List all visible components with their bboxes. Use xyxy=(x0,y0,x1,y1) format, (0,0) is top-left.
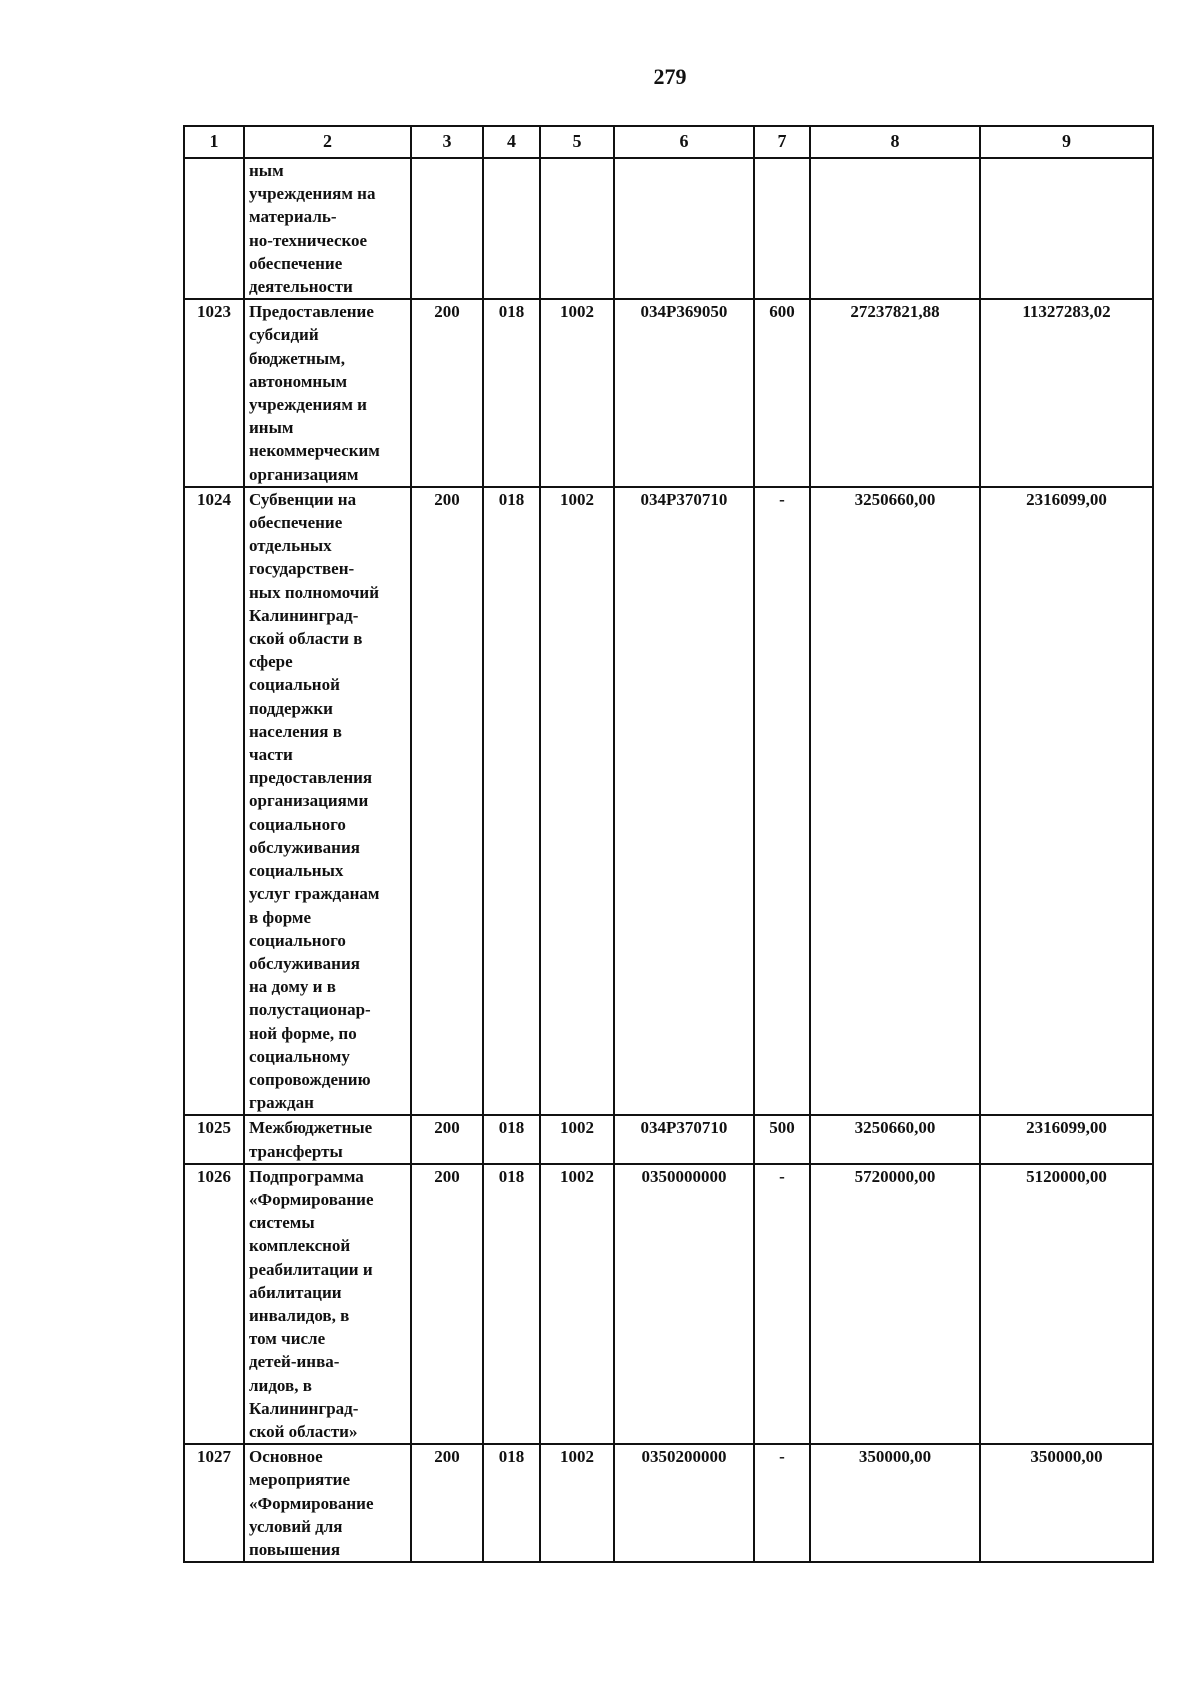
amount-cell xyxy=(980,158,1153,299)
table-body xyxy=(184,158,1153,1562)
description-line: ной форме, по xyxy=(249,1023,357,1043)
description-line: Калининград- xyxy=(249,1398,359,1418)
description-line: поддержки xyxy=(249,698,333,718)
description-line: «Формирование xyxy=(249,1493,374,1513)
budget-table xyxy=(183,125,1154,1563)
description-line: некоммерческим xyxy=(249,441,380,461)
description-line: абилитации xyxy=(249,1282,342,1302)
col-4-cell: 018 xyxy=(483,487,540,1115)
description-cell xyxy=(244,299,411,487)
description-line: ской области в xyxy=(249,629,363,649)
column-header: 2 xyxy=(244,126,411,158)
description-line: Межбюджетные xyxy=(249,1118,373,1138)
description-cell xyxy=(244,487,411,1115)
col-3-cell: 200 xyxy=(411,1164,483,1444)
description-line: учреждениям на xyxy=(249,184,376,204)
description-line: ных полномочий xyxy=(249,582,379,602)
amount-cell: 350000,00 xyxy=(980,1444,1153,1562)
description-line: части xyxy=(249,745,293,765)
column-header: 4 xyxy=(483,126,540,158)
col-3-cell xyxy=(411,158,483,299)
description-line: детей-инва- xyxy=(249,1352,340,1372)
row-number-cell: 1024 xyxy=(184,487,244,1115)
amount-cell xyxy=(810,158,980,299)
row-number-cell: 1025 xyxy=(184,1115,244,1163)
row-number-cell xyxy=(184,158,244,299)
description-line: ской области» xyxy=(249,1421,358,1441)
description-line: социальному xyxy=(249,1046,350,1066)
description-line: ным xyxy=(249,161,284,180)
description-line: субсидий xyxy=(249,325,319,345)
col-4-cell: 018 xyxy=(483,299,540,487)
amount-cell: 350000,00 xyxy=(810,1444,980,1562)
description-line: реабилитации и xyxy=(249,1259,373,1279)
amount-cell: 5120000,00 xyxy=(980,1164,1153,1444)
description-line: социального xyxy=(249,930,346,950)
description-line: в форме xyxy=(249,907,312,927)
description-line: социального xyxy=(249,814,346,834)
description-line: иным xyxy=(249,418,294,438)
description-line: Основное xyxy=(249,1447,323,1467)
description-line: повышения xyxy=(249,1539,341,1559)
description-line: государствен- xyxy=(249,559,355,579)
description-line: обеспечение xyxy=(249,253,343,273)
column-header: 3 xyxy=(411,126,483,158)
col-5-cell: 1002 xyxy=(540,487,614,1115)
code-cell: 0350200000 xyxy=(614,1444,754,1562)
col-5-cell: 1002 xyxy=(540,1444,614,1562)
description-line: Подпрограмма xyxy=(249,1166,364,1186)
column-header: 7 xyxy=(754,126,810,158)
page-number: 279 xyxy=(653,64,687,89)
col-5-cell: 1002 xyxy=(540,1164,614,1444)
description-line: но-техническое xyxy=(249,230,368,250)
col-4-cell: 018 xyxy=(483,1444,540,1562)
col-7-cell: - xyxy=(754,487,810,1115)
table-row xyxy=(184,299,1153,487)
description-line: услуг гражданам xyxy=(249,884,380,904)
description-line: организациям xyxy=(249,464,359,484)
col-5-cell xyxy=(540,158,614,299)
col-4-cell: 018 xyxy=(483,1115,540,1163)
description-line: автономным xyxy=(249,371,348,391)
column-header: 5 xyxy=(540,126,614,158)
description-line: социальных xyxy=(249,861,344,881)
description-cell xyxy=(244,1115,411,1163)
code-cell: 034P370710 xyxy=(614,1115,754,1163)
description-line: Субвенции на xyxy=(249,489,357,509)
amount-cell: 5720000,00 xyxy=(810,1164,980,1444)
code-cell: 034P369050 xyxy=(614,299,754,487)
description-line: материаль- xyxy=(249,207,337,227)
table-row xyxy=(184,1164,1153,1444)
col-3-cell: 200 xyxy=(411,487,483,1115)
col-3-cell: 200 xyxy=(411,1444,483,1562)
column-header: 8 xyxy=(810,126,980,158)
column-header: 1 xyxy=(184,126,244,158)
amount-cell: 2316099,00 xyxy=(980,487,1153,1115)
col-7-cell: 500 xyxy=(754,1115,810,1163)
amount-cell: 2316099,00 xyxy=(980,1115,1153,1163)
table-row xyxy=(184,1444,1153,1562)
col-7-cell: - xyxy=(754,1444,810,1562)
description-line: бюджетным, xyxy=(249,348,346,368)
col-4-cell: 018 xyxy=(483,1164,540,1444)
col-7-cell: 600 xyxy=(754,299,810,487)
col-3-cell: 200 xyxy=(411,299,483,487)
col-4-cell xyxy=(483,158,540,299)
description-line: населения в xyxy=(249,721,342,741)
amount-cell: 3250660,00 xyxy=(810,487,980,1115)
description-cell xyxy=(244,1444,411,1562)
amount-cell: 3250660,00 xyxy=(810,1115,980,1163)
description-line: сопровождению xyxy=(249,1069,371,1089)
col-7-cell xyxy=(754,158,810,299)
description-line: обеспечение xyxy=(249,513,343,533)
header-row xyxy=(184,126,1153,158)
table-row xyxy=(184,487,1153,1115)
description-line: отдельных xyxy=(249,536,332,556)
description-line: учреждениям и xyxy=(249,395,367,415)
table-row xyxy=(184,158,1153,299)
description-line: трансферты xyxy=(249,1141,343,1161)
description-line: инвалидов, в xyxy=(249,1305,350,1325)
code-cell: 034P370710 xyxy=(614,487,754,1115)
description-line: лидов, в xyxy=(249,1375,312,1395)
row-number-cell: 1027 xyxy=(184,1444,244,1562)
col-5-cell: 1002 xyxy=(540,299,614,487)
col-7-cell: - xyxy=(754,1164,810,1444)
description-line: полустационар- xyxy=(249,1000,371,1020)
description-line: условий для xyxy=(249,1516,343,1536)
row-number-cell: 1026 xyxy=(184,1164,244,1444)
description-line: системы xyxy=(249,1213,315,1233)
description-line: «Формирование xyxy=(249,1189,374,1209)
description-line: мероприятие xyxy=(249,1470,351,1490)
code-cell: 0350000000 xyxy=(614,1164,754,1444)
description-line: том числе xyxy=(249,1329,326,1349)
description-line: предоставления xyxy=(249,768,373,788)
column-header: 9 xyxy=(980,126,1153,158)
description-line: социальной xyxy=(249,675,340,695)
description-cell xyxy=(244,1164,411,1444)
code-cell xyxy=(614,158,754,299)
row-number-cell: 1023 xyxy=(184,299,244,487)
description-line: сфере xyxy=(249,652,293,672)
col-3-cell: 200 xyxy=(411,1115,483,1163)
description-line: Калининград- xyxy=(249,605,359,625)
col-5-cell: 1002 xyxy=(540,1115,614,1163)
description-line: деятельности xyxy=(249,277,353,297)
amount-cell: 11327283,02 xyxy=(980,299,1153,487)
description-line: обслуживания xyxy=(249,837,360,857)
table-row xyxy=(184,1115,1153,1163)
description-line: на дому и в xyxy=(249,977,336,997)
column-header: 6 xyxy=(614,126,754,158)
description-line: граждан xyxy=(249,1093,314,1113)
description-line: организациями xyxy=(249,791,369,811)
description-line: обслуживания xyxy=(249,953,360,973)
description-line: комплексной xyxy=(249,1236,351,1256)
amount-cell: 27237821,88 xyxy=(810,299,980,487)
description-line: Предоставление xyxy=(249,302,374,322)
description-cell xyxy=(244,158,411,299)
